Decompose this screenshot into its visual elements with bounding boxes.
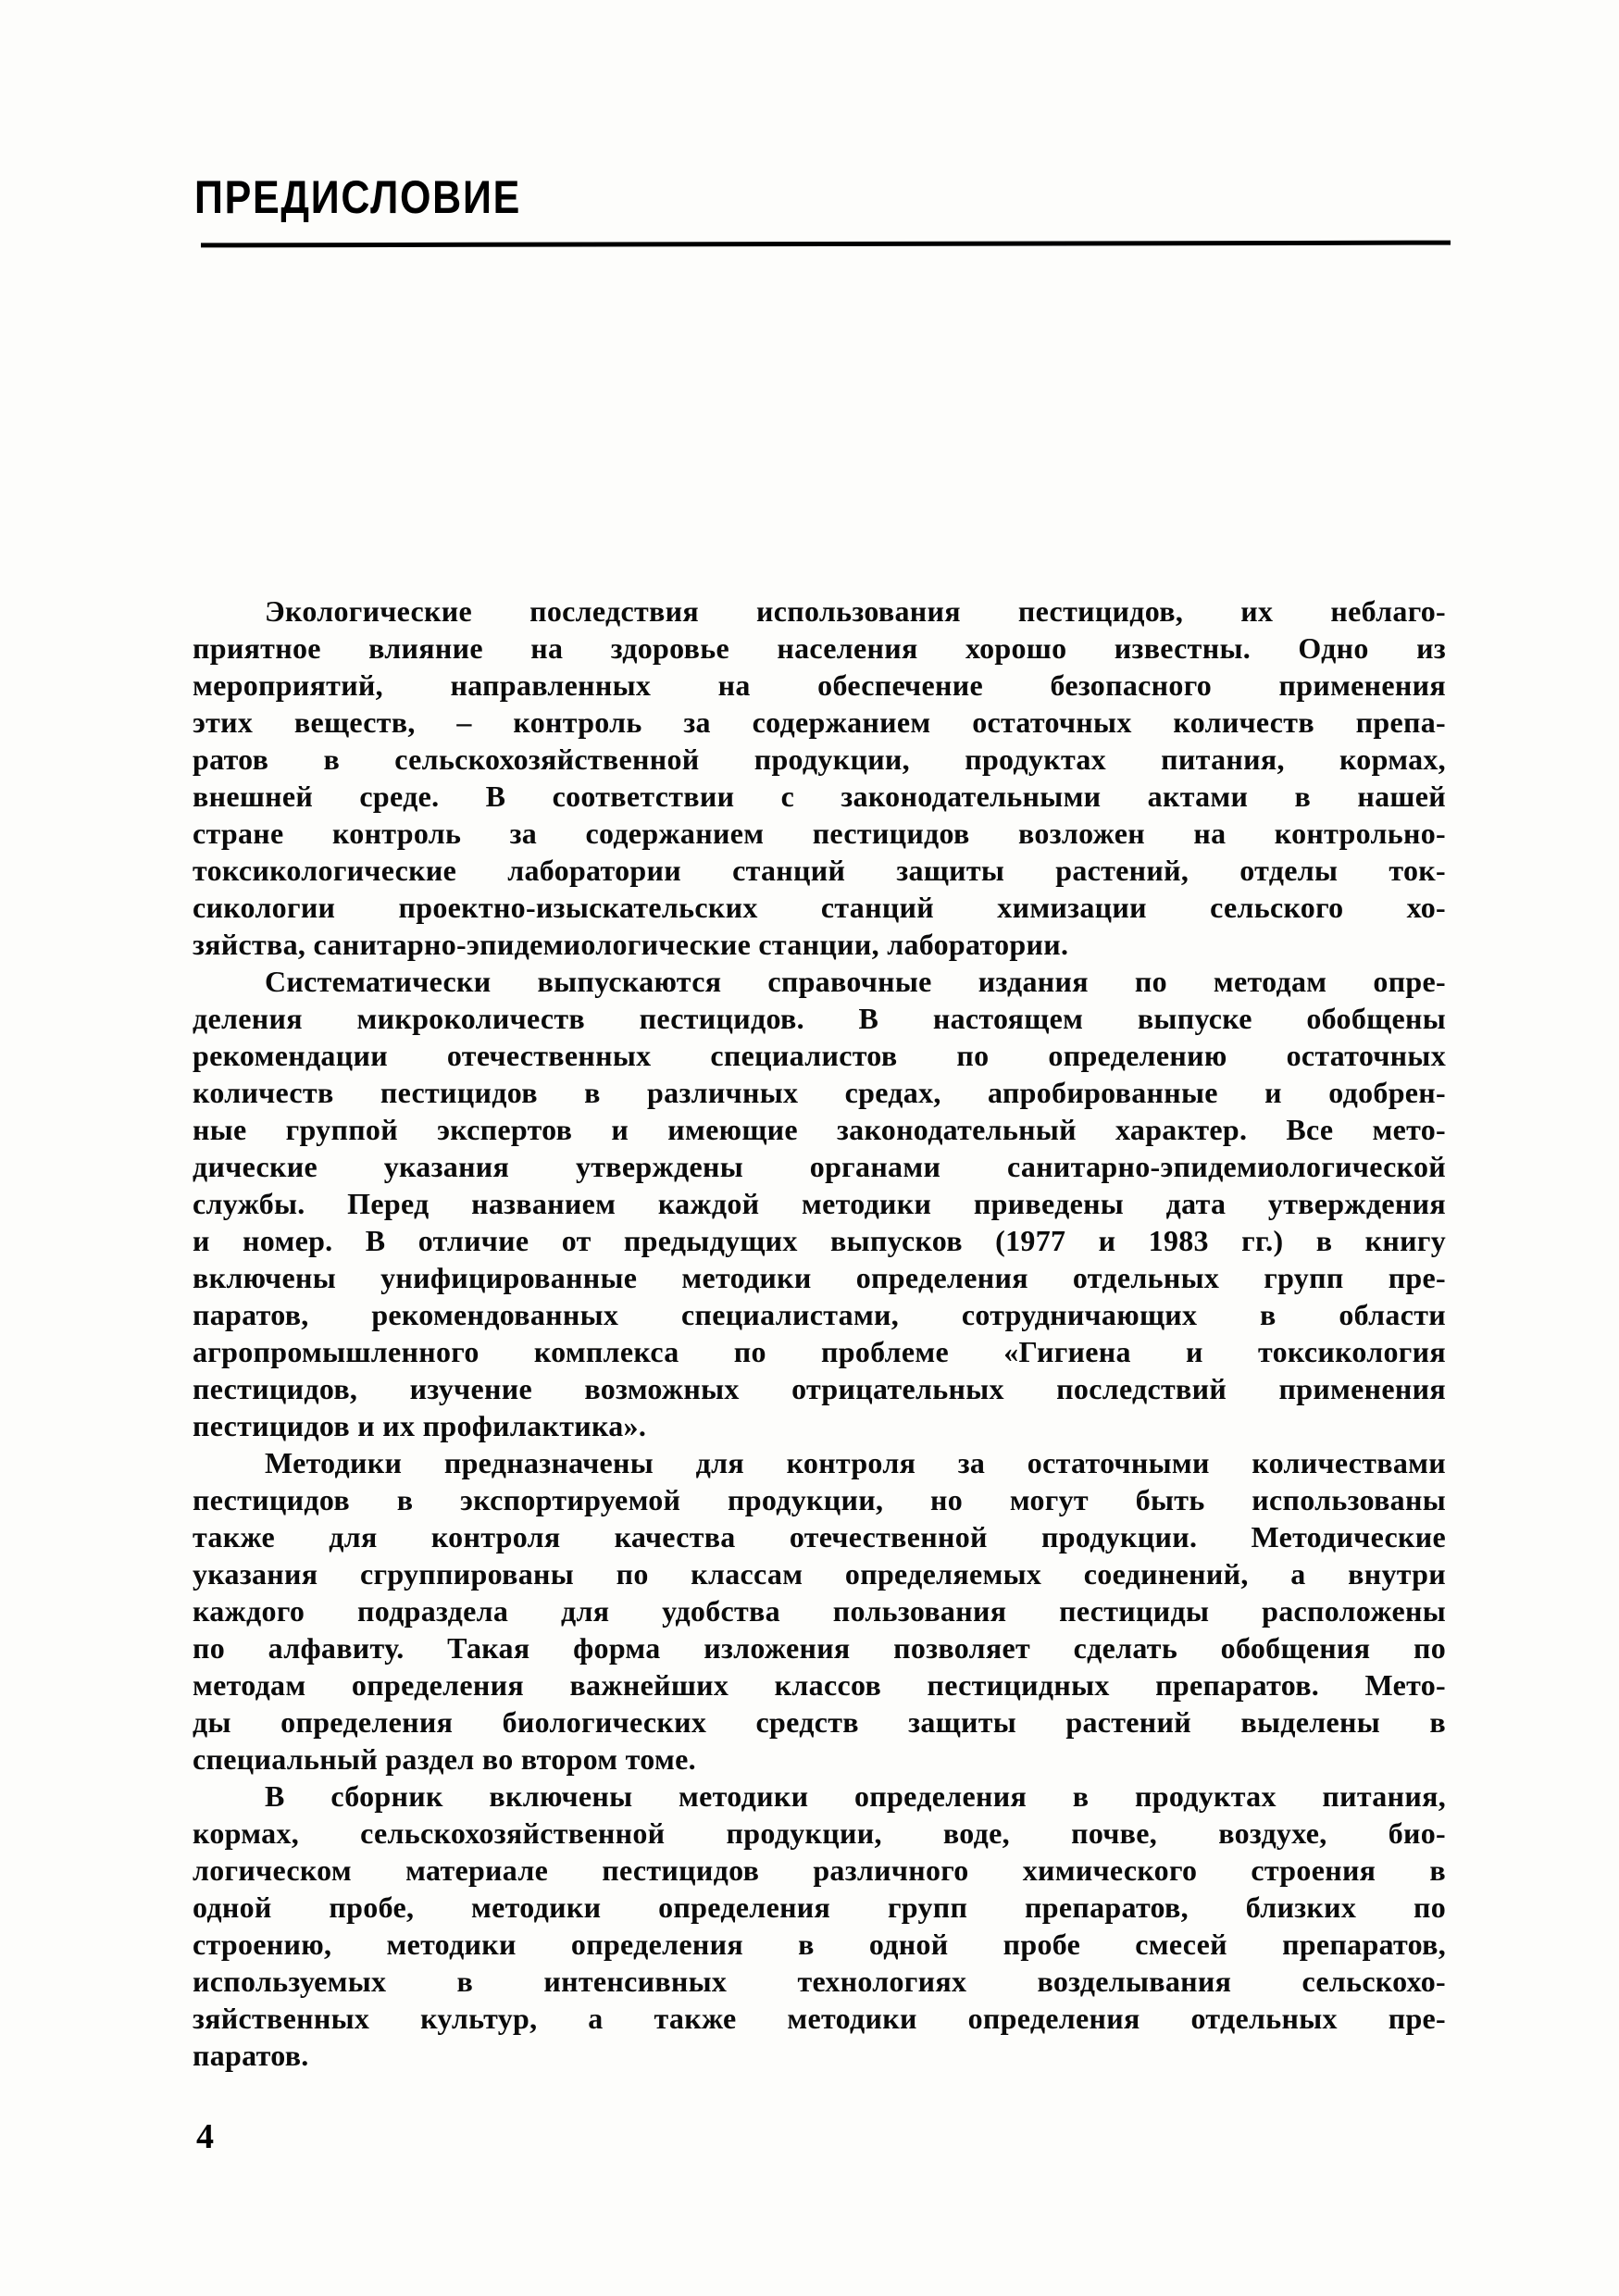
- text-line: строению, методики определения в одной пробе смесей препаратов,: [193, 1928, 1446, 1961]
- text-line: количеств пестицидов в различных средах, апробированные и одобрен-: [193, 1076, 1446, 1109]
- text-line: Систематически выпускаются справочные издания по методам опре-: [265, 965, 1446, 998]
- text-line: ные группой экспертов и имеющие законодательный характер. Все мето-: [193, 1113, 1446, 1146]
- paragraph: [193, 1778, 1446, 2074]
- text-line: службы. Перед названием каждой методики приведены дата утверждения: [193, 1187, 1446, 1220]
- text-line: паратов.: [193, 2039, 309, 2072]
- text-line: агропромышленного комплекса по проблеме «Гигиена и токсикология: [193, 1335, 1446, 1368]
- text-line: мероприятий, направленных на обеспечение безопасного применения: [193, 668, 1446, 702]
- paragraph: [193, 963, 1446, 1444]
- paragraph: [193, 1444, 1446, 1778]
- paragraph: [193, 593, 1446, 963]
- text-line: по алфавиту. Такая форма изложения позволяет сделать обобщения по: [193, 1631, 1446, 1665]
- text-line: включены унифицированные методики определения отдельных групп пре-: [193, 1261, 1446, 1294]
- text-line: зяйственных культур, а также методики определения отдельных пре-: [193, 2002, 1446, 2035]
- text-line: рекомендации отечественных специалистов по определению остаточных: [193, 1039, 1446, 1072]
- text-line: Методики предназначены для контроля за остаточными количествами: [265, 1446, 1446, 1479]
- text-line: методам определения важнейших классов пестицидных препаратов. Мето-: [193, 1668, 1446, 1702]
- text-line: В сборник включены методики определения в продуктах питания,: [265, 1779, 1446, 1813]
- text-line: паратов, рекомендованных специалистами, сотрудничающих в области: [193, 1298, 1446, 1331]
- body-text: [193, 593, 1446, 2074]
- page-number: 4: [196, 2117, 214, 2156]
- text-line: и номер. В отличие от предыдущих выпусков (1977 и 1983 гг.) в книгу: [193, 1224, 1446, 1257]
- title-rule: [201, 241, 1451, 248]
- text-line: дические указания утверждены органами санитарно-эпидемиологической: [193, 1150, 1446, 1183]
- text-line: логическом материале пестицидов различного химического строения в: [193, 1853, 1446, 1887]
- text-line: внешней среде. В соответствии с законодательными актами в нашей: [193, 780, 1446, 813]
- text-line: каждого подраздела для удобства пользования пестициды расположены: [193, 1594, 1446, 1628]
- text-line: стране контроль за содержанием пестицидов возложен на контрольно-: [193, 817, 1446, 850]
- text-line: одной пробе, методики определения групп препаратов, близких по: [193, 1890, 1446, 1924]
- text-line: ратов в сельскохозяйственной продукции, продуктах питания, кормах,: [193, 742, 1446, 776]
- text-line: деления микроколичеств пестицидов. В настоящем выпуске обобщены: [193, 1002, 1446, 1035]
- text-line: пестицидов и их профилактика».: [193, 1409, 647, 1442]
- text-line: ды определения биологических средств защиты растений выделены в: [193, 1705, 1446, 1739]
- text-line: указания сгруппированы по классам определяемых соединений, а внутри: [193, 1557, 1446, 1591]
- text-line: этих веществ, – контроль за содержанием остаточных количеств препа-: [193, 705, 1446, 739]
- text-line: пестицидов, изучение возможных отрицательных последствий применения: [193, 1372, 1446, 1405]
- text-line: токсикологические лаборатории станций защиты растений, отделы ток-: [193, 854, 1446, 887]
- text-line: специальный раздел во втором томе.: [193, 1742, 696, 1776]
- text-line: используемых в интенсивных технологиях возделывания сельскохо-: [193, 1965, 1446, 1998]
- text-line: пестицидов в экспортируемой продукции, но могут быть использованы: [193, 1483, 1446, 1516]
- text-line: также для контроля качества отечественной продукции. Методические: [193, 1520, 1446, 1554]
- text-line: кормах, сельскохозяйственной продукции, воде, почве, воздухе, био-: [193, 1816, 1446, 1850]
- page-title: ПРЕДИСЛОВИЕ: [194, 171, 521, 223]
- text-line: Экологические последствия использования пестицидов, их неблаго-: [265, 594, 1446, 628]
- text-line: зяйства, санитарно-эпидемиологические станции, лаборатории.: [193, 928, 1069, 961]
- text-line: приятное влияние на здоровье населения хорошо известны. Одно из: [193, 631, 1446, 665]
- text-line: сикологии проектно-изыскательских станций химизации сельского хо-: [193, 891, 1446, 924]
